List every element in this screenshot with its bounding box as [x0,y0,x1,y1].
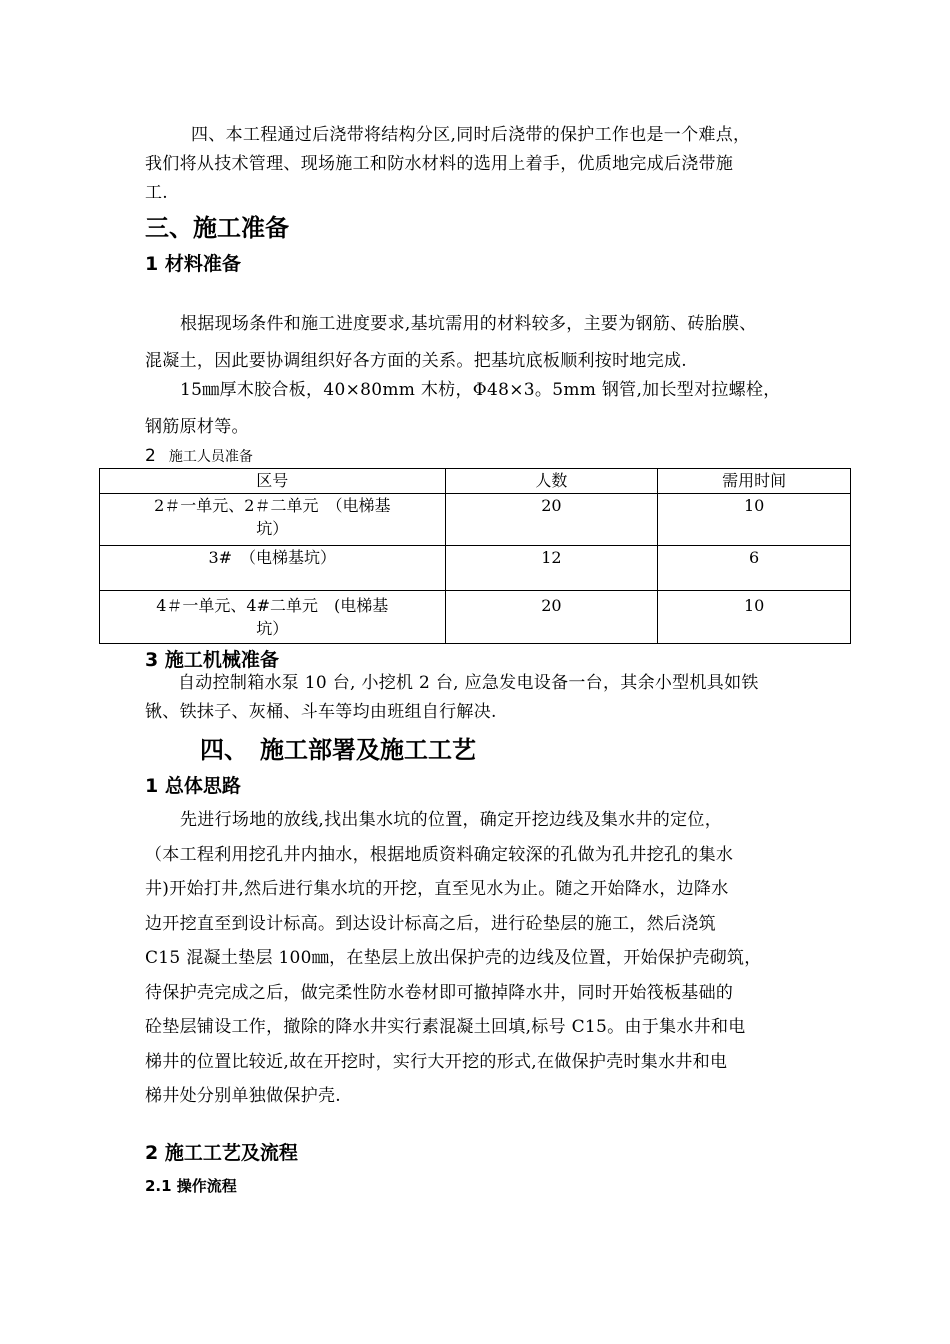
cell-zone [100,494,446,546]
cell-time: 6 [658,546,851,591]
cell-people: 20 [445,494,658,546]
overall-line: 砼垫层铺设工作，撤除的降水井实行素混凝土回填,标号 C15。由于集水井和电 [145,1017,746,1037]
subsection-operation-flow-heading: 2.1 操作流程 [145,1177,237,1195]
table-row [100,591,851,644]
header-time: 需用时间 [658,469,851,494]
machinery-line: 锹、铁抹子、灰桶、斗车等均由班组自行解决. [145,702,497,722]
table-header-row [100,469,851,494]
materials-line: 钢筋原材等。 [145,417,249,437]
header-zone: 区号 [100,469,446,494]
machinery-line: 自动控制箱水泵 10 台, 小挖机 2 台, 应急发电设备一台，其余小型机具如铁 [178,673,759,693]
cell-people: 12 [445,546,658,591]
table-row [100,494,851,546]
subsection-overall-heading: 1 总体思路 [145,775,241,797]
intro-line: 我们将从技术管理、现场施工和防水材料的选用上着手，优质地完成后浇带施 [145,154,734,174]
zone-line: 2＃一单元、2＃二单元 （电梯基 [154,496,391,515]
overall-paragraph [145,803,815,1114]
overall-line: 待保护壳完成之后，做完柔性防水卷材即可撤掉降水井，同时开始筏板基础的 [145,982,734,1003]
subsection-process-heading: 2 施工工艺及流程 [145,1142,298,1164]
subsection-machinery-heading: 3 施工机械准备 [145,649,279,671]
subsection-materials-heading: 1 材料准备 [145,253,241,275]
cell-zone [100,546,446,591]
overall-line: 梯井的位置比较近,故在开挖时，实行大开挖的形式,在做保护壳时集水井和电 [145,1051,728,1072]
subsection-staff-heading [145,446,253,466]
materials-line: 根据现场条件和施工进度要求,基坑需用的材料较多，主要为钢筋、砖胎膜、 [180,314,757,334]
machinery-paragraph [145,669,815,727]
section-3-heading: 三、施工准备 [145,214,289,242]
section-4-heading: 四、 施工部署及施工工艺 [200,736,476,764]
zone-line: 4＃一单元、4#二单元 (电梯基 [156,596,389,615]
overall-line: （本工程利用挖孔井内抽水，根据地质资料确定较深的孔做为孔井挖孔的集水 [145,844,734,865]
zone-line: 坑） [256,619,289,638]
staff-table [99,468,851,644]
overall-line: C15 混凝土垫层 100㎜，在垫层上放出保护壳的边线及位置，开始保护壳砌筑， [145,948,762,968]
table-row [100,546,851,591]
materials-paragraph-2 [145,372,815,446]
zone-line: 3# （电梯基坑） [208,548,337,567]
overall-line: 井)开始打井,然后进行集水坑的开挖，直至见水为止。随之开始降水，边降水 [145,879,729,899]
overall-line: 边开挖直至到设计标高。到达设计标高之后，进行砼垫层的施工，然后浇筑 [145,913,716,934]
cell-time: 10 [658,494,851,546]
header-people: 人数 [445,469,658,494]
intro-line: 工. [145,183,169,203]
intro-line: 四、本工程通过后浇带将结构分区,同时后浇带的保护工作也是一个难点， [191,125,751,145]
cell-people: 20 [445,591,658,644]
overall-line: 先进行场地的放线,找出集水坑的位置，确定开挖边线及集水井的定位， [180,810,723,830]
cell-zone [100,591,446,644]
overall-line: 梯井处分别单独做保护壳. [145,1086,342,1106]
materials-paragraph-1 [145,306,815,380]
materials-line: 15㎜厚木胶合板，40×80mm 木枋，Φ48×3。5mm 钢管,加长型对拉螺栓， [180,380,781,400]
cell-time: 10 [658,591,851,644]
subsection-title: 施工人员准备 [168,449,253,465]
zone-line: 坑） [256,519,289,538]
intro-paragraph [145,121,815,208]
subsection-number: 2 [145,446,156,466]
materials-line: 混凝土，因此要协调组织好各方面的关系。把基坑底板顺利按时地完成. [145,351,688,371]
